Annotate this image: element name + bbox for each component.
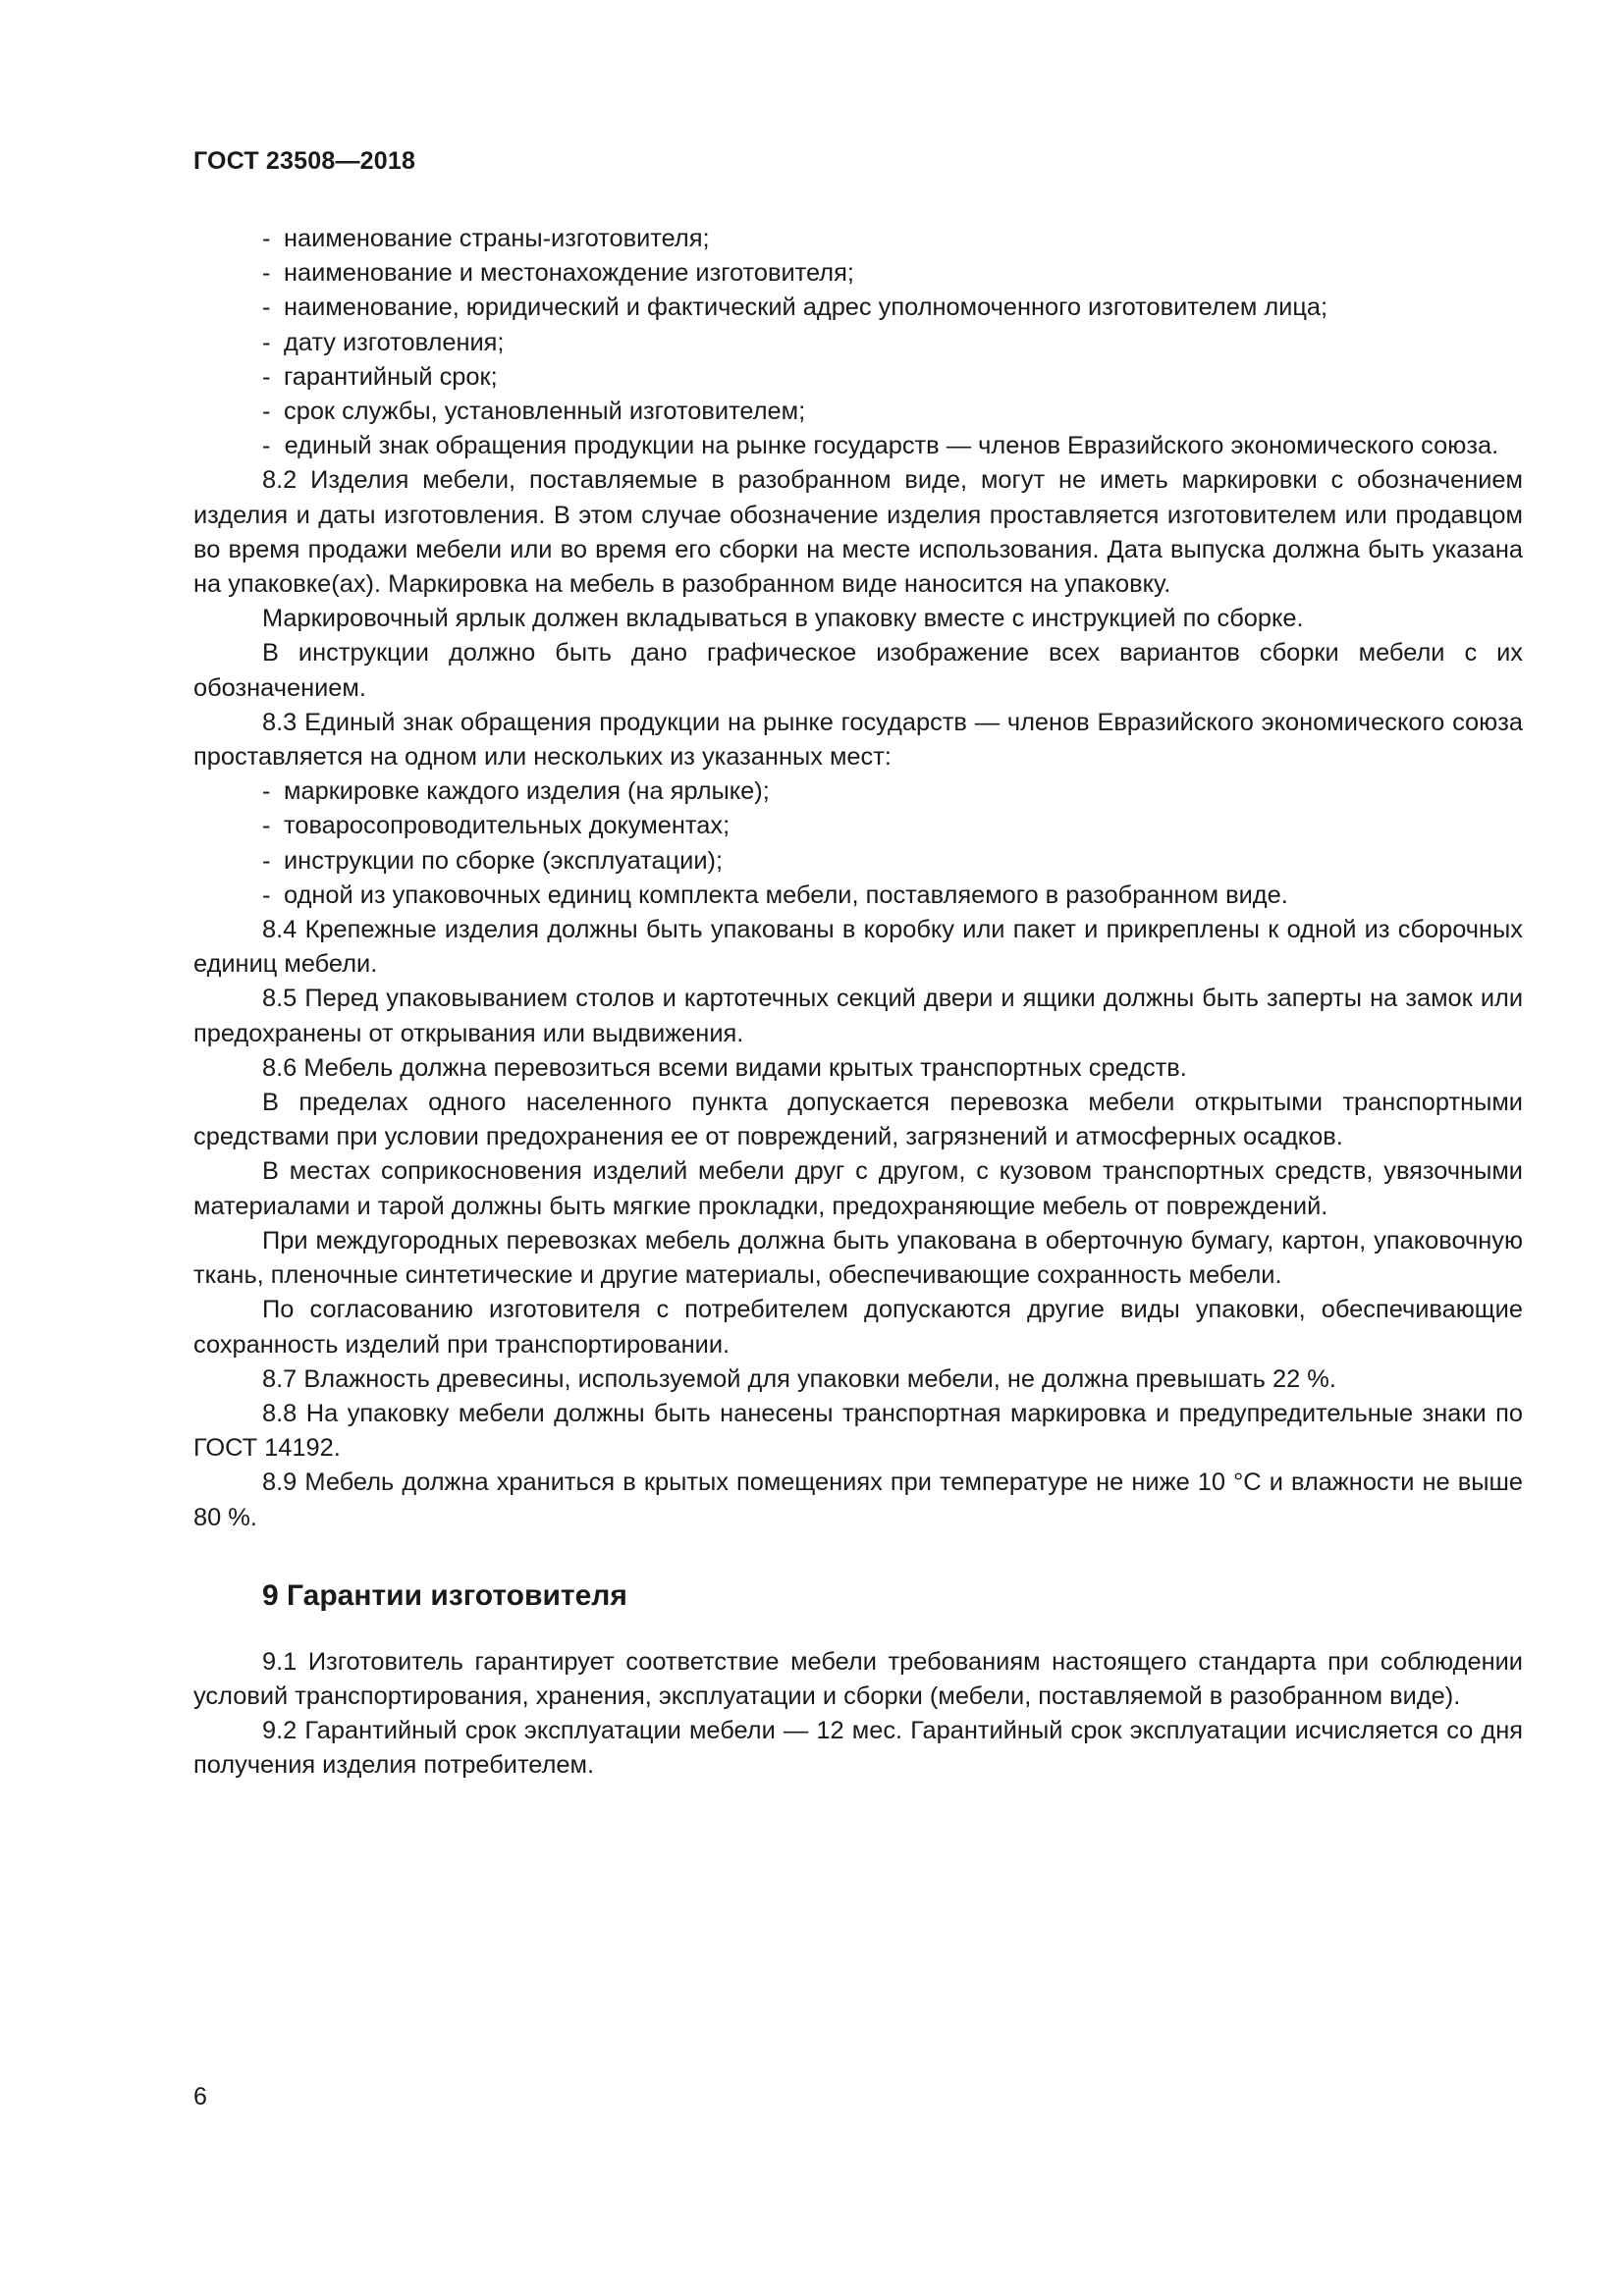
list-item: [193, 809, 1523, 843]
dash-marker: -: [262, 777, 271, 806]
list-item: [193, 879, 1523, 913]
list-item-text: наименование и местонахождение изготовителя;: [284, 259, 854, 288]
paragraph-8-9: 8.9 Мебель должна храниться в крытых помещениях при температуре не ниже 10 °С и влажности не выше 80 %.: [193, 1468, 1523, 1531]
dash-marker: -: [262, 398, 271, 426]
paragraph-8-3: 8.3 Единый знак обращения продукции на рынке государств — членов Евразийского экономического союза проставляется на одном или нескольких из указанных мест:: [193, 708, 1523, 772]
paragraph-8-6-intercity: При междугородных перевозках мебель должна быть упакована в оберточную бумагу, картон, упаковочную ткань, пленочные синтетические и другие материалы, обеспечивающие сохранность мебели.: [193, 1226, 1523, 1290]
list-item-wrapping: [193, 429, 1523, 463]
list-item-text: маркировке каждого изделия (на ярлыке);: [284, 777, 770, 806]
list-item: [193, 291, 1523, 325]
paragraph-8-2: 8.2 Изделия мебели, поставляемые в разобранном виде, могут не иметь маркировки с обозначением изделия и даты изготовления. В этом случае обозначение изделия проставляется изготовителем или продавцом во время продажи мебели или во время его сборки на месте использования. Дата выпуска должна быть указана на упаковке(ах). Маркировка на мебель в разобранном виде наносится на упаковку.: [193, 466, 1523, 599]
paragraph-8-6-agreement: По согласованию изготовителя с потребителем допускаются другие виды упаковки, обеспечивающие сохранность изделий при транспортировании.: [193, 1296, 1523, 1359]
list-item-text: срок службы, установленный изготовителем;: [284, 398, 806, 426]
list-item-text: дату изготовления;: [284, 328, 505, 356]
dash-marker: -: [262, 846, 271, 875]
list-item-text: инструкции по сборке (эксплуатации);: [284, 846, 724, 875]
list-item: [193, 256, 1523, 291]
page-body: [193, 222, 1523, 1784]
list-item-text: гарантийный срок;: [284, 362, 498, 391]
paragraph-8-2-instructions: В инструкции должно быть дано графическое изображение всех вариантов сборки мебели с их обозначением.: [193, 639, 1523, 702]
list-item-text: единый знак обращения продукции на рынке государств — членов Евразийского экономического союза.: [284, 432, 1499, 460]
paragraph-8-8: 8.8 На упаковку мебели должны быть нанесены транспортная маркировка и предупредительные знаки по ГОСТ 14192.: [193, 1399, 1523, 1463]
list-item: [193, 774, 1523, 809]
dash-marker: -: [262, 328, 271, 356]
list-item-text: наименование, юридический и фактический адрес уполномоченного изготовителем лица;: [284, 294, 1328, 322]
dash-marker: -: [262, 259, 271, 288]
document-header: ГОСТ 23508—2018: [193, 147, 416, 175]
list-item: [193, 360, 1523, 395]
page-number: 6: [193, 2083, 207, 2110]
list-item: [193, 395, 1523, 429]
list-item: [193, 844, 1523, 879]
paragraph-8-6-city: В пределах одного населенного пункта допускается перевозка мебели открытыми транспортными средствами при условии предохранения ее от повреждений, загрязнений и атмосферных осадков.: [193, 1089, 1523, 1151]
paragraph-8-5: 8.5 Перед упаковыванием столов и картотечных секций двери и ящики должны быть заперты на замок или предохранены от открывания или выдвижения.: [193, 985, 1523, 1047]
dash-marker: -: [262, 362, 271, 391]
list-item-text: товаросопроводительных документах;: [284, 812, 731, 840]
paragraph-8-4: 8.4 Крепежные изделия должны быть упакованы в коробку или пакет и прикреплены к одной из сборочных единиц мебели.: [193, 916, 1523, 979]
paragraph-9-1: 9.1 Изготовитель гарантирует соответствие мебели требованиям настоящего стандарта при соблюдении условий транспортирования, хранения, эксплуатации и сборки (мебели, поставляемой в разобранном виде).: [193, 1647, 1523, 1710]
paragraph-8-2-label: Маркировочный ярлык должен вкладываться в упаковку вместе с инструкцией по сборке.: [262, 605, 1304, 633]
list-item: [193, 326, 1523, 360]
paragraph-8-6: 8.6 Мебель должна перевозиться всеми видами крытых транспортных средств.: [262, 1053, 1187, 1082]
dash-marker: -: [262, 432, 271, 460]
section-heading: 9 Гарантии изготовителя: [262, 1578, 627, 1612]
paragraph-9-2: 9.2 Гарантийный срок эксплуатации мебели — 12 мес. Гарантийный срок эксплуатации исчисляется со дня получения изделия потребителем.: [193, 1717, 1523, 1780]
dash-marker: -: [262, 294, 271, 322]
list-item-text: наименование страны-изготовителя;: [284, 225, 710, 252]
list-item: [193, 222, 1523, 256]
dash-marker: -: [262, 812, 271, 840]
dash-marker: -: [262, 225, 271, 252]
dash-marker: -: [262, 881, 271, 909]
list-item-text: одной из упаковочных единиц комплекта мебели, поставляемого в разобранном виде.: [284, 881, 1288, 909]
paragraph-8-7: 8.7 Влажность древесины, используемой для упаковки мебели, не должна превышать 22 %.: [262, 1364, 1336, 1393]
paragraph-8-6-contact: В местах соприкосновения изделий мебели друг с другом, с кузовом транспортных средств, увязочными материалами и тарой должны быть мягкие прокладки, предохраняющие мебель от повреждений.: [193, 1157, 1523, 1220]
